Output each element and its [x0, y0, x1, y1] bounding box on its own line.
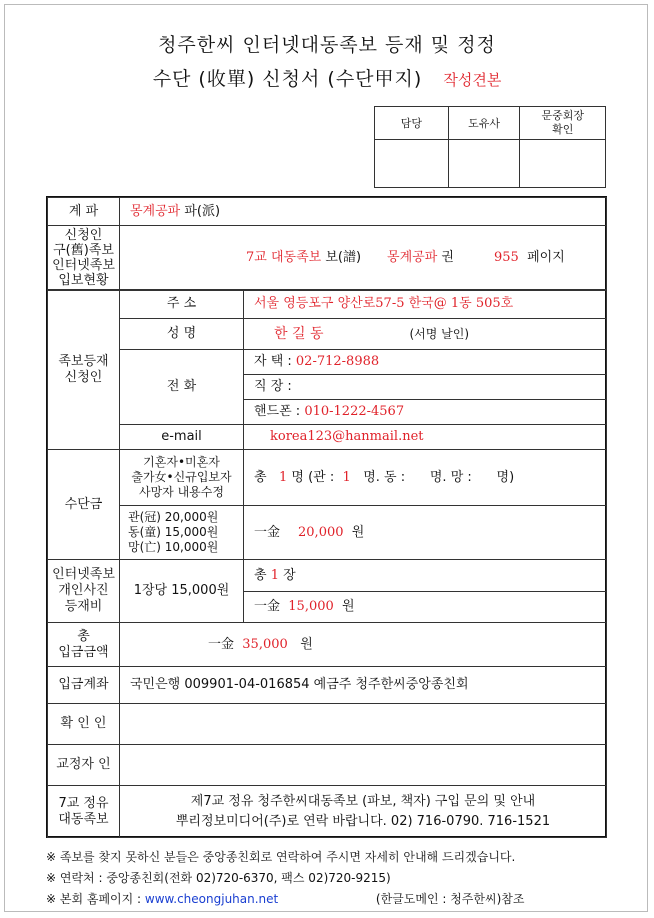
approval-header-chairman: 문중회장 확인 — [520, 107, 606, 140]
note-3-suffix: (한글도메인 : 청주한씨)참조 — [375, 892, 525, 906]
address-field[interactable] — [243, 289, 607, 319]
name-field[interactable] — [243, 318, 607, 350]
applicant-label: 족보등재 신청인 — [47, 289, 120, 450]
gyepa-field[interactable] — [119, 197, 607, 226]
photo-price: 1장당 15,000원 — [119, 559, 244, 623]
photo-count: 1 — [270, 567, 279, 583]
work-phone-label: 직 장 : — [254, 379, 292, 394]
account-value: 국민은행 009901-04-016854 예금주 청주한씨중앙종친회 — [119, 666, 607, 704]
application-form — [46, 196, 607, 838]
home-phone-label: 자 택 : — [254, 354, 292, 369]
mobile-phone-value: 010-1222-4567 — [304, 404, 405, 419]
photo-amount: 15,000 — [288, 599, 334, 614]
email-field[interactable] — [243, 424, 607, 450]
photo-count-field[interactable] — [243, 559, 607, 592]
total-deposit-amount: 35,000 — [242, 636, 288, 652]
info-line-1: 제7교 정유 청주한씨대동족보 (파보, 책자) 구입 문의 및 안내 — [190, 793, 536, 809]
note-1: ※ 족보를 찾지 못하신 분들은 중앙종친회로 연락하여 주시면 자세히 안내해 드리겠습니다. — [46, 850, 516, 864]
fee-won: 원 — [351, 524, 365, 540]
mobile-phone-label: 핸드폰 : — [254, 404, 301, 419]
fee-amount-prefix: 一金 — [254, 524, 281, 540]
total-deposit-label: 총 입금금액 — [47, 622, 120, 667]
homepage-link[interactable]: www.cheongjuhan.net — [144, 892, 279, 906]
proof-label: 교정자 인 — [47, 744, 120, 786]
old-jokbo-label: 신청인 구(舊)족보 인터넷족보 입보현황 — [47, 225, 120, 291]
title-line-2 — [0, 64, 654, 91]
fee-count-field[interactable] — [243, 449, 607, 506]
title-line-2-text: 수단 (收單) 신청서 (수단甲지) — [152, 68, 423, 90]
sample-label: 작성견본 — [443, 71, 502, 89]
photo-count-suffix: 장 — [283, 567, 296, 583]
proof-field[interactable] — [119, 744, 607, 786]
gyepa-value: 몽계공파 — [130, 203, 181, 219]
confirm-label: 확 인 인 — [47, 703, 120, 745]
fee-prices: 관(冠) 20,000원 동(童) 15,000원 망(亡) 10,000원 — [119, 505, 244, 560]
photo-amount-field[interactable] — [243, 591, 607, 623]
phone-label: 전 화 — [119, 349, 244, 425]
email-label: e-mail — [119, 424, 244, 450]
name-value: 한 길 동 — [274, 326, 324, 342]
fee-gwan: 1 — [342, 469, 351, 485]
total-deposit-won: 원 — [300, 636, 313, 652]
address-label: 주 소 — [119, 289, 244, 319]
gyepa-label: 계 파 — [47, 197, 120, 226]
approval-header-charge: 담당 — [375, 107, 449, 140]
old-jokbo-pa: 몽계공파 — [387, 250, 438, 265]
sign-note: (서명 날인) — [409, 326, 470, 341]
title-line-1: 청주한씨 인터넷대동족보 등재 및 정정 — [158, 34, 496, 56]
approval-box — [374, 106, 606, 188]
home-phone-field[interactable] — [243, 349, 607, 375]
gyepa-suffix: 파(派) — [184, 203, 221, 219]
home-phone-value: 02-712-8988 — [295, 354, 380, 369]
fee-amount: 20,000 — [298, 524, 344, 540]
fee-total: 1 — [278, 469, 288, 485]
photo-amount-prefix: 一金 — [254, 599, 281, 614]
info-line-2: 뿌리정보미디어(주)로 연락 바랍니다. 02) 716-0790. 716-1521 — [175, 813, 551, 829]
old-jokbo-gwon: 권 — [441, 250, 454, 265]
account-label: 입금계좌 — [47, 666, 120, 704]
note-3-prefix: ※ 본회 홈페이지 : — [46, 892, 142, 906]
fee-total-prefix: 총 — [254, 469, 267, 485]
work-phone-field[interactable] — [243, 374, 607, 400]
approval-stamp-manager[interactable] — [448, 140, 520, 188]
old-jokbo-page-label: 페이지 — [527, 250, 565, 265]
confirm-field[interactable] — [119, 703, 607, 745]
old-jokbo-edition: 7교 대동족보 — [246, 250, 322, 265]
fee-rest-text: 명. 동 : 명. 망 : 명) — [363, 469, 515, 485]
address-value: 서울 영등포구 양산로57-5 한국@ 1동 505호 — [254, 296, 514, 311]
photo-won: 원 — [342, 599, 355, 614]
note-2: ※ 연락처 : 중앙종친회(전화 02)720-6370, 팩스 02)720-9215) — [46, 871, 391, 885]
old-jokbo-field[interactable] — [119, 225, 607, 291]
fee-amount-field[interactable] — [243, 505, 607, 560]
fee-label: 수단금 — [47, 449, 120, 560]
fee-count-text: 명 (관 : — [291, 469, 335, 485]
old-jokbo-bo: 보(譜) — [325, 250, 362, 265]
note-3 — [46, 890, 524, 907]
info-field — [119, 785, 607, 838]
old-jokbo-page: 955 — [493, 250, 519, 265]
approval-header-manager: 도유사 — [448, 107, 520, 140]
total-deposit-field[interactable] — [119, 622, 607, 667]
photo-count-prefix: 총 — [254, 567, 267, 583]
email-value: korea123@hanmail.net — [270, 429, 424, 444]
fee-desc: 기혼자•미혼자 출가女•신규입보자 사망자 내용수정 — [119, 449, 244, 506]
name-label: 성 명 — [119, 318, 244, 350]
photo-label: 인터넷족보 개인사진 등재비 — [47, 559, 120, 623]
info-label: 7교 정유 대동족보 — [47, 785, 120, 838]
total-deposit-prefix: 一金 — [208, 636, 235, 652]
mobile-phone-field[interactable] — [243, 399, 607, 425]
approval-stamp-chairman[interactable] — [520, 140, 606, 188]
approval-stamp-charge[interactable] — [375, 140, 449, 188]
